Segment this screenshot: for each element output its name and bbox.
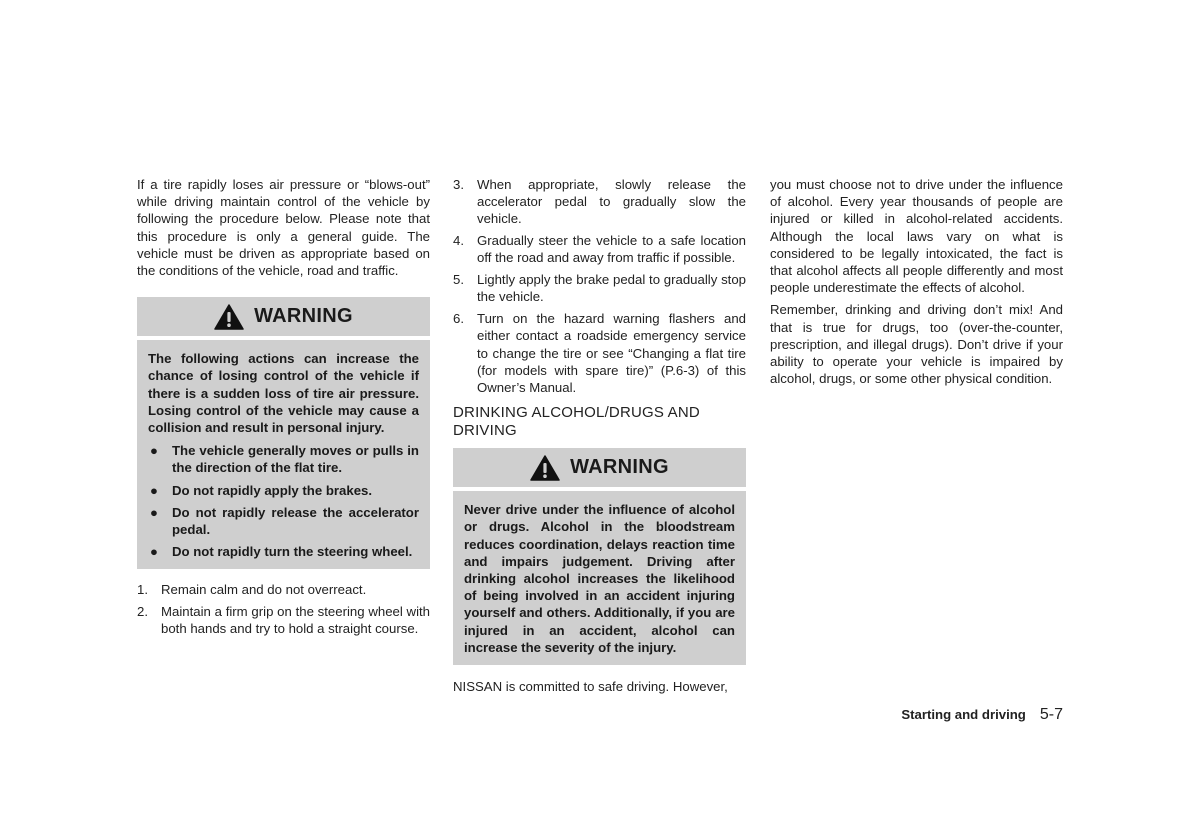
warning-triangle-icon [214,304,244,330]
bullet-dot: ● [150,504,158,520]
warning-bullet [148,482,419,499]
step-text: Gradually steer the vehicle to a safe location off the road and away from traffic if possible. [477,233,746,266]
warning-box-alcohol [453,448,746,665]
warning-title: WARNING [570,456,669,479]
bullet-dot: ● [150,544,158,560]
bullet-dot: ● [150,443,158,459]
warning-header [453,448,746,487]
warning-body [137,340,430,569]
step-number: 6. [453,311,464,327]
step-number: 1. [137,582,148,598]
step-number: 5. [453,272,464,288]
bullet-text: Do not rapidly apply the brakes. [172,482,373,498]
bullet-text: The vehicle generally moves or pulls in the direction of the flat tire. [172,443,419,476]
step-item [137,581,430,598]
bullet-text: Do not rapidly release the accelerator pedal. [172,504,419,538]
warning-header [137,297,430,336]
step-item [453,271,746,305]
step-number: 3. [453,177,464,192]
column-3 [770,176,1063,387]
steps-list-2 [453,176,746,396]
column-2 [453,176,746,695]
warning-box-tire [137,297,430,569]
bullet-dot: ● [150,482,158,498]
page-number: 5-7 [1039,706,1063,723]
closing-paragraph: NISSAN is committed to safe driving. However, [453,679,728,695]
section-heading: DRINKING ALCOHOL/DRUGS AND DRIVING [453,404,700,440]
intro-paragraph: If a tire rapidly loses air pressure or “blows-out” while driving maintain control of the vehicle by following the procedure below. Please note that this procedure is only a general guide. The vehicle must be driven as appropriate based on the conditions of the vehicle, road and traffic. [137,177,430,279]
step-number: 2. [137,604,148,620]
page-footer [901,706,1063,724]
warning-bullet [148,543,419,560]
warning-triangle-icon [530,455,560,481]
step-item [137,603,430,637]
step-text: When appropriate, slowly release the accelerator pedal to gradually slow the vehicle. [477,177,746,227]
warning-bullet [148,442,419,476]
step-item [453,176,746,228]
warning-bullet [148,504,419,538]
step-text: Turn on the hazard warning flashers and either contact a roadside emergency service to change the tire or see “Changing a flat tire (for models with spare tire)” (P.6-3) of this Owner’s Manual. [477,311,746,396]
step-item [453,232,746,266]
warning-body [453,491,746,665]
steps-list-1 [137,581,430,637]
paragraph: Remember, drinking and driving don’t mix! And that is true for drugs, too (over-the-counter, prescription, and illegal drugs). Don’t drive if your ability to operate your vehicle is impaired by alcohol, drugs, or some other physical condition. [770,302,1063,387]
step-item [453,310,746,396]
warning-text: Never drive under the influence of alcohol or drugs. Alcohol in the bloodstream reduces coordination, delays reaction time and impairs judgement. Driving after drinking alcohol increases the likelihood of being involved in an accident injuring yourself and others. Additionally, if you are injured in an accident, alcohol can increase the severity of the injury. [464,502,735,655]
warning-bullet-list [148,442,419,560]
paragraph: you must choose not to drive under the influence of alcohol. Every year thousands of people are injured or killed in alcohol-related accidents. Although the local laws vary on what is considered to be legally intoxicated, the fact is that alcohol affects all people differently and most people underestimate the effects of alcohol. [770,177,1063,296]
bullet-text: Do not rapidly turn the steering wheel. [172,544,413,560]
footer-section-title: Starting and driving [901,707,1026,722]
warning-title: WARNING [254,305,353,328]
step-number: 4. [453,233,464,249]
step-text: Remain calm and do not overreact. [161,582,367,598]
step-text: Maintain a firm grip on the steering wheel with both hands and try to hold a straight course. [161,604,430,637]
step-text: Lightly apply the brake pedal to gradually stop the vehicle. [477,272,746,305]
warning-text: The following actions can increase the chance of losing control of the vehicle if there is a sudden loss of tire air pressure. Losing control of the vehicle may cause a collision and result in personal injury. [148,351,419,436]
column-1 [137,176,430,642]
